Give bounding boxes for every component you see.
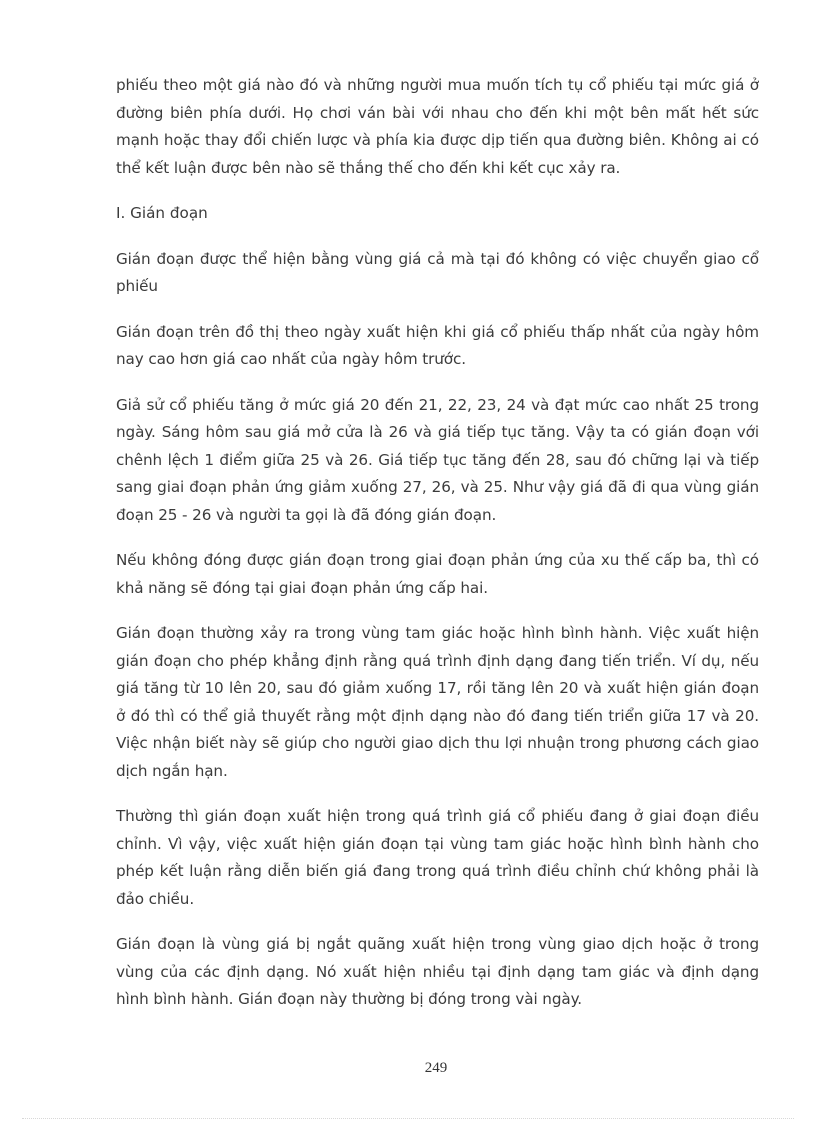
paragraph-continuation: phiếu theo một giá nào đó và những người mua muốn tích tụ cổ phiếu tại mức giá ở đường biên phía dưới. Họ chơi ván bài với nhau cho đến khi một bên mất hết sức mạnh hoặc thay đổi chiến lược và phía kia được dịp tiến qua đường biên. Không ai có thể kết luận được bên nào sẽ thắng thế cho đến khi kết cục xảy ra. [116,76,759,177]
page-content [116,72,759,1032]
page-number: 249 [424,1060,448,1076]
page-bottom-divider [22,1118,794,1119]
paragraph-gap-example: Giả sử cổ phiếu tăng ở mức giá 20 đến 21, 22, 23, 24 và đạt mức cao nhất 25 trong ngày. Sáng hôm sau giá mở cửa là 26 và giá tiếp tục tăng. Vậy ta có gián đoạn với chênh lệch 1 điểm giữa 25 và 26. Giá tiếp tục tăng đến 28, sau đó chững lại và tiếp sang giai đoạn phản ứng giảm xuống 27, 26, và 25. Như vậy giá đã đi qua vùng gián đoạn 25 - 26 và người ta gọi là đã đóng gián đoạn. [116,395,759,524]
section-heading-gap: I. Gián đoạn [116,204,208,222]
paragraph-daily-chart-gap: Gián đoạn trên đồ thị theo ngày xuất hiện khi giá cổ phiếu thấp nhất của ngày hôm nay cao hơn giá cao nhất của ngày hôm trước. [116,322,759,368]
paragraph-common-gap: Gián đoạn là vùng giá bị ngắt quãng xuất hiện trong vùng giao dịch hoặc ở trong vùng của các định dạng. Nó xuất hiện nhiều tại định dạng tam giác và định dạng hình bình hành. Gián đoạn này thường bị đóng trong vài ngày. [116,935,759,1008]
paragraph-gap-definition: Gián đoạn được thể hiện bằng vùng giá cả mà tại đó không có việc chuyển giao cổ phiếu [116,249,759,295]
paragraph-gap-in-patterns: Gián đoạn thường xảy ra trong vùng tam giác hoặc hình bình hành. Việc xuất hiện gián đoạn cho phép khẳng định rằng quá trình định dạng đang tiến triển. Ví dụ, nếu giá tăng từ 10 lên 20, sau đó giảm xuống 17, rồi tăng lên 20 và xuất hiện gián đoạn ở đó thì có thể giả thuyết rằng một định dạng nào đó đang tiến triển giữa 17 và 20. Việc nhận biết này sẽ giúp cho người giao dịch thu lợi nhuận trong phương cách giao dịch ngắn hạn. [116,624,759,780]
paragraph-closing-gap: Nếu không đóng được gián đoạn trong giai đoạn phản ứng của xu thế cấp ba, thì có khả năng sẽ đóng tại giai đoạn phản ứng cấp hai. [116,551,759,597]
paragraph-gap-correction: Thường thì gián đoạn xuất hiện trong quá trình giá cổ phiếu đang ở giai đoạn điều chỉnh. Vì vậy, việc xuất hiện gián đoạn tại vùng tam giác hoặc hình bình hành cho phép kết luận rằng diễn biến giá đang trong quá trình điều chỉnh chứ không phải là đảo chiều. [116,807,759,908]
